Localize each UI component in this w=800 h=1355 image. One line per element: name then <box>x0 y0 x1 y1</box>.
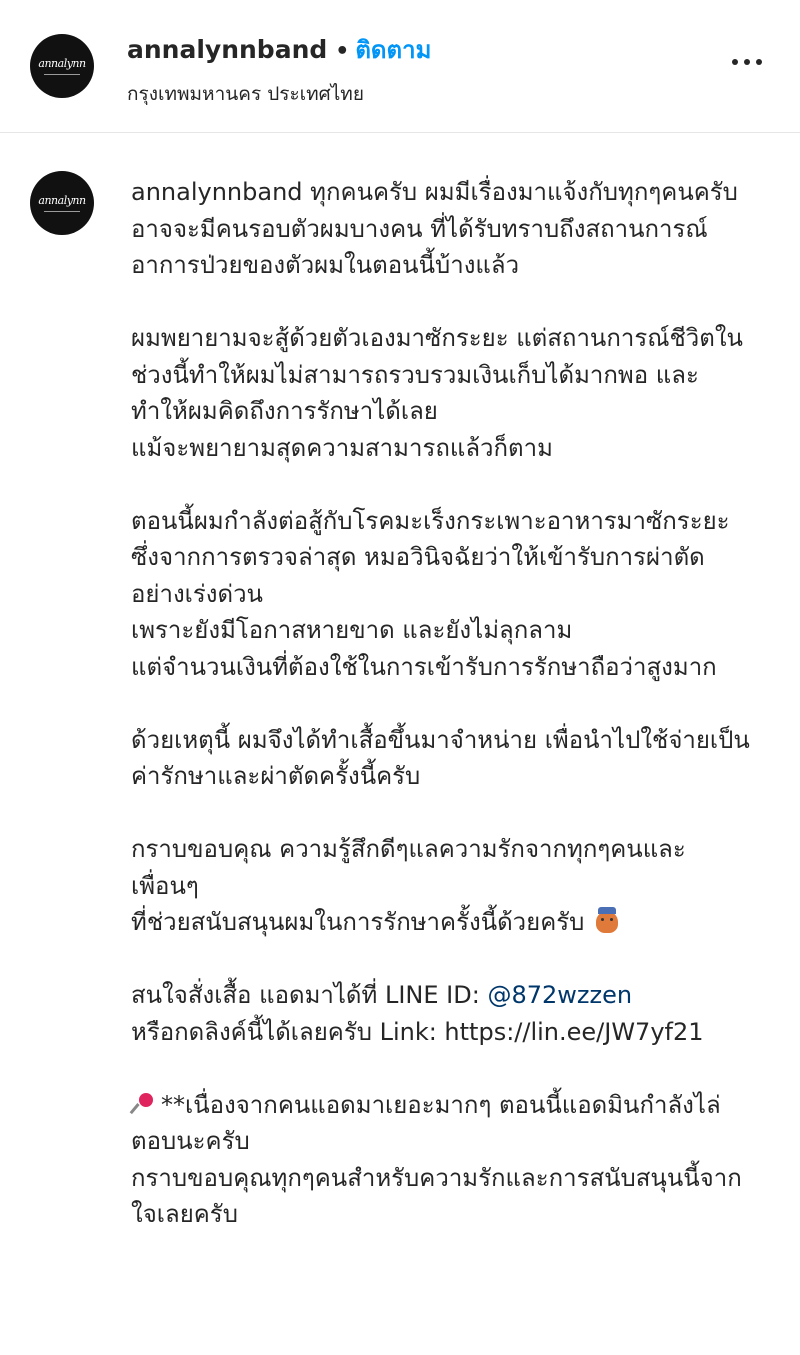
caption-link-text: หรือกดลิงค์นี้ได้เลยครับ Link: https://lin.ee/JW7yf21 <box>131 1017 704 1046</box>
header-text <box>127 30 431 109</box>
avatar[interactable] <box>30 34 94 98</box>
caption-text <box>131 174 751 1233</box>
line-id-mention-link[interactable]: @872wzzen <box>487 981 633 1009</box>
caption-paragraph-4: ด้วยเหตุนี้ ผมจึงได้ทำเสื้อขึ้นมาจำหน่าย เพื่อนำไปใช้จ่ายเป็นค่ารักษาและผ่าตัดครั้งนี้ครับ <box>131 725 750 790</box>
caption-username-link[interactable]: annalynnband <box>131 178 303 206</box>
caption-avatar[interactable] <box>30 171 94 235</box>
avatar-logo: annalynn <box>38 194 86 207</box>
caption-paragraph-5: กราบขอบคุณ ความรู้สึกดีๆแลความรักจากทุกๆคนและเพื่อนๆ ที่ช่วยสนับสนุนผมในการรักษาครั้งนี้ด้วยครับ <box>131 835 686 936</box>
avatar-logo-underline <box>44 74 80 75</box>
separator-dot: • <box>335 39 350 64</box>
caption-paragraph-1: ทุกคนครับ ผมมีเรื่องมาแจ้งกับทุกๆคนครับ อาจจะมีคนรอบตัวผมบางคน ที่ได้รับทราบถึงสถานการณ์อาการป่วยของตัวผมในตอนนี้บ้างแล้ว <box>131 178 738 279</box>
follow-button[interactable]: ติดตาม <box>355 36 432 64</box>
caption-paragraph-2: ผมพยายามจะสู้ด้วยตัวเองมาซักระยะ แต่สถานการณ์ชีวิตในช่วงนี้ทำให้ผมไม่สามารถรวบรวมเงินเก็บได้มากพอ และทำให้ผมคิดถึงการรักษาได้เลย แม้จะพยายามสุดความสามารถแล้วก็ตาม <box>131 324 743 462</box>
crying-face-icon <box>596 911 618 933</box>
caption-area <box>0 134 800 1355</box>
more-horizontal-icon[interactable] <box>730 52 764 72</box>
post-header <box>0 0 800 133</box>
caption-line-id-label: สนใจสั่งเสื้อ แอดมาได้ที่ LINE ID: <box>131 981 488 1009</box>
caption-paragraph-7: **เนื่องจากคนแอดมาเยอะมากๆ ตอนนี้แอดมินกำลังไล่ตอบนะครับ กราบขอบคุณทุกๆคนสำหรับความรักและการสนับสนุนนี้จากใจเลยครับ <box>131 1090 742 1228</box>
pushpin-icon <box>131 1091 157 1117</box>
caption-paragraph-3: ตอนนี้ผมกำลังต่อสู้กับโรคมะเร็งกระเพาะอาหารมาซักระยะ ซึ่งจากการตรวจล่าสุด หมอวินิจฉัยว่าให้เข้ารับการผ่าตัดอย่างเร่งด่วน เพราะยังมีโอกาสหายขาด และยังไม่ลุกลาม แต่จำนวนเงินที่ต้องใช้ในการเข้ารับการรักษาถือว่าสูงมาก <box>131 506 730 681</box>
avatar-logo-underline <box>44 211 80 212</box>
avatar-logo: annalynn <box>38 57 86 70</box>
location-link[interactable]: กรุงเทพมหานคร ประเทศไทย <box>127 83 364 105</box>
username-link[interactable]: annalynnband <box>127 35 328 64</box>
